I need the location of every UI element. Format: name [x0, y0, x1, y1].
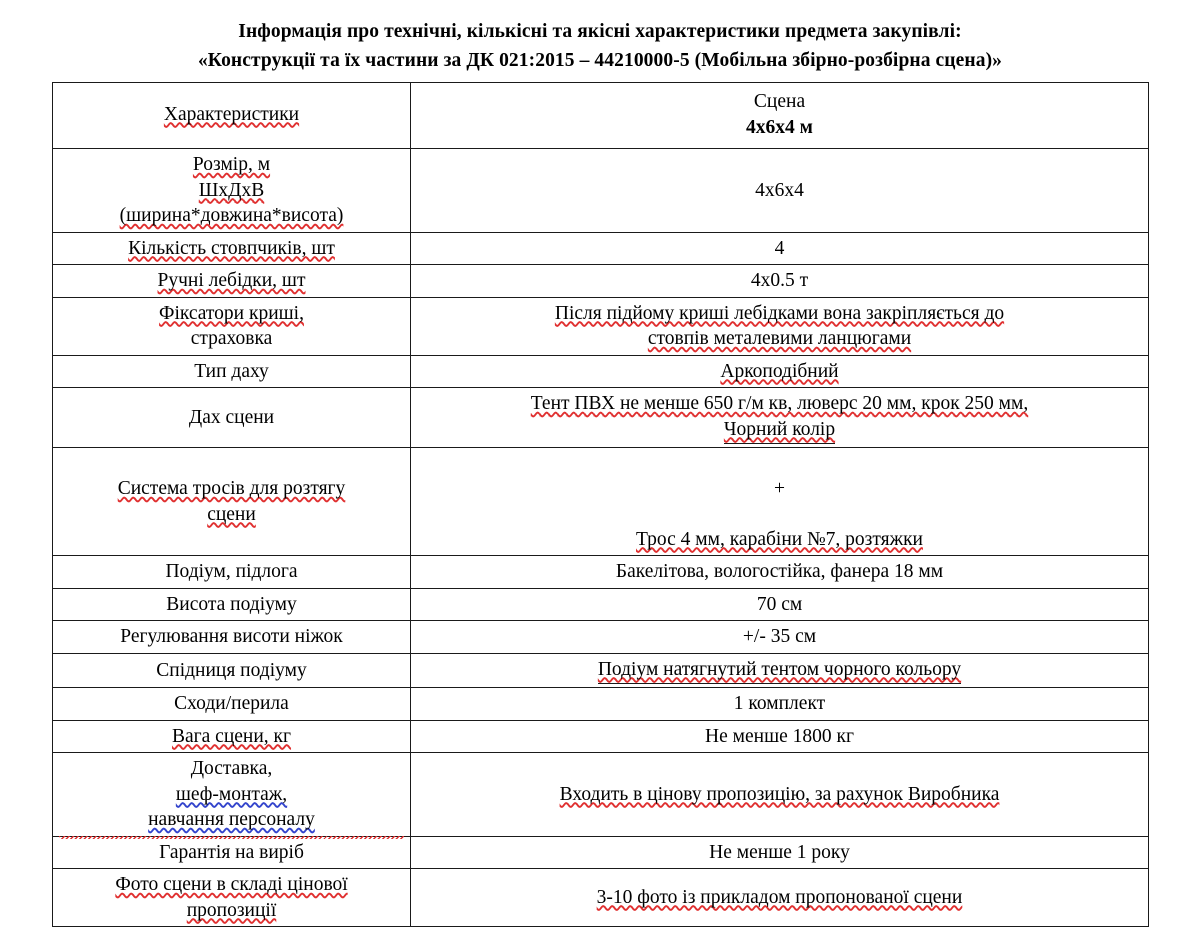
- value-line: Аркоподібний: [720, 360, 839, 382]
- value-line: Не менше 1 року: [709, 841, 850, 863]
- row-value-leg-height-adjust: [411, 621, 1149, 654]
- row-label-podium-skirt: [53, 653, 411, 688]
- row-label-roof-type: [53, 355, 411, 388]
- header-cell-characteristics: [53, 83, 411, 149]
- row-value-stage-roof: [411, 388, 1149, 448]
- row-label-stage-photo: [53, 869, 411, 927]
- row-label-delivery-training: [53, 753, 411, 837]
- row-label-stage-weight: [53, 720, 411, 753]
- value-line: Подіум натягнутий тентом чорного кольору: [598, 657, 961, 685]
- table-row: [53, 753, 1149, 837]
- row-label-leg-height-adjust: [53, 621, 411, 654]
- document-title-line-1: Інформація про технічні, кількісні та якісні характеристики предмета закупівлі:: [238, 21, 962, 42]
- row-value-warranty: [411, 836, 1149, 869]
- row-label-manual-winches: [53, 265, 411, 298]
- row-value-stage-weight: [411, 720, 1149, 753]
- label-line: Ручні лебідки, шт: [157, 270, 306, 291]
- row-value-columns-count: [411, 232, 1149, 265]
- label-line: сцени: [207, 503, 256, 525]
- row-value-cable-system: [411, 448, 1149, 556]
- table-row: [53, 869, 1149, 927]
- table-row: [53, 836, 1149, 869]
- label-line: Вага сцени, кг: [171, 725, 292, 747]
- specification-table: [52, 82, 1149, 927]
- label-line: ШхДхВ: [198, 179, 265, 201]
- header-label-stage: Сцена: [753, 91, 806, 112]
- row-label-podium-height: [53, 588, 411, 621]
- label-line: страховка: [190, 328, 273, 349]
- value-line: 1 комплект: [733, 693, 826, 714]
- table-row: [53, 556, 1149, 589]
- label-line: Дах сцени: [188, 406, 275, 428]
- row-label-podium-floor: [53, 556, 411, 589]
- row-label-cable-system: [53, 448, 411, 556]
- value-line: Входить в цінову пропозицію, за рахунок Виробника: [559, 783, 1000, 805]
- table-row: [53, 653, 1149, 688]
- label-line: Фіксатори кришi,: [159, 302, 304, 324]
- table-row: [53, 149, 1149, 233]
- row-value-size: [411, 149, 1149, 233]
- value-line: Чорний колір: [724, 417, 835, 445]
- label-line: Спідниця подіуму: [156, 659, 307, 681]
- label-line: Система тросів для розтягу: [117, 478, 346, 499]
- table-row: [53, 265, 1149, 298]
- value-line: 4х6х4: [755, 179, 804, 201]
- value-line: Не менше 1800 кг: [705, 725, 854, 747]
- row-value-stage-photo: [411, 869, 1149, 927]
- value-blank-line: [417, 451, 1142, 476]
- specification-table-body: [53, 83, 1149, 927]
- label-line: Подіум, підлога: [165, 561, 298, 582]
- row-value-roof-type: [411, 355, 1149, 388]
- table-row: [53, 621, 1149, 654]
- table-row: [53, 448, 1149, 556]
- header-cell-stage: [411, 83, 1149, 149]
- label-line: Тип даху: [194, 360, 269, 382]
- value-line: +/- 35 см: [742, 626, 817, 647]
- value-line: +: [774, 478, 785, 499]
- label-line: Розмір, м: [192, 154, 271, 175]
- label-line: Сходи/перила: [174, 693, 289, 714]
- label-line: Фото сцени в складі цінової: [115, 874, 348, 895]
- value-line: Трос 4 мм, карабіни №7, розтяжки: [636, 528, 923, 550]
- label-line: пропозиції: [186, 899, 277, 921]
- value-line: 3-10 фото із прикладом пропонованої сцени: [596, 886, 963, 908]
- row-value-roof-fixators: [411, 297, 1149, 355]
- table-row: [53, 588, 1149, 621]
- value-line: стовпів металевими ланцюгами: [647, 328, 912, 349]
- label-line: Висота подіуму: [166, 593, 297, 615]
- row-value-podium-height: [411, 588, 1149, 621]
- label-line: Доставка,: [190, 758, 273, 779]
- table-row: [53, 297, 1149, 355]
- table-row: [53, 688, 1149, 721]
- value-line: 4х0.5 т: [750, 270, 809, 291]
- value-line: 70 см: [756, 593, 803, 615]
- row-label-roof-fixators: [53, 297, 411, 355]
- row-label-stairs-railing: [53, 688, 411, 721]
- row-value-stairs-railing: [411, 688, 1149, 721]
- row-label-columns-count: [53, 232, 411, 265]
- label-line: Гарантія на виріб: [159, 841, 304, 863]
- row-label-warranty: [53, 836, 411, 869]
- value-line: Тент ПВХ не менше 650 г/м кв, люверс 20 мм, крок 250 мм,: [530, 393, 1029, 414]
- row-value-podium-skirt: [411, 653, 1149, 688]
- label-line: Кількість стовпчиків, шт: [128, 237, 335, 259]
- document-title-line-2: «Конструкції та їх частини за ДК 021:2015 – 44210000-5 (Мобільна збірно-розбірна сцена)»: [197, 50, 1003, 71]
- table-row: [53, 232, 1149, 265]
- label-line: шеф-монтаж,: [175, 783, 288, 805]
- table-header-row: [53, 83, 1149, 149]
- value-line: Після підйому криші лебідками вона закріпляється до: [554, 302, 1005, 324]
- row-value-delivery-training: [411, 753, 1149, 837]
- value-blank-line: [417, 502, 1142, 527]
- row-value-manual-winches: [411, 265, 1149, 298]
- row-label-stage-roof: [53, 388, 411, 448]
- header-label-stage-size: 4х6х4 м: [746, 116, 813, 138]
- row-label-size: [53, 149, 411, 233]
- table-row: [53, 720, 1149, 753]
- document-title: [0, 0, 1200, 74]
- value-line: Бакелітова, вологостійка, фанера 18 мм: [615, 561, 944, 582]
- label-line: (ширина*довжина*висота): [119, 205, 344, 226]
- value-line: 4: [774, 237, 785, 259]
- specification-table-wrapper: [52, 82, 1148, 927]
- row-value-podium-floor: [411, 556, 1149, 589]
- header-label-characteristics: Характеристики: [163, 103, 300, 125]
- label-line: Регулювання висоти ніжок: [120, 626, 343, 647]
- table-row: [53, 355, 1149, 388]
- table-row: [53, 388, 1149, 448]
- label-line: навчання персоналу: [59, 807, 404, 833]
